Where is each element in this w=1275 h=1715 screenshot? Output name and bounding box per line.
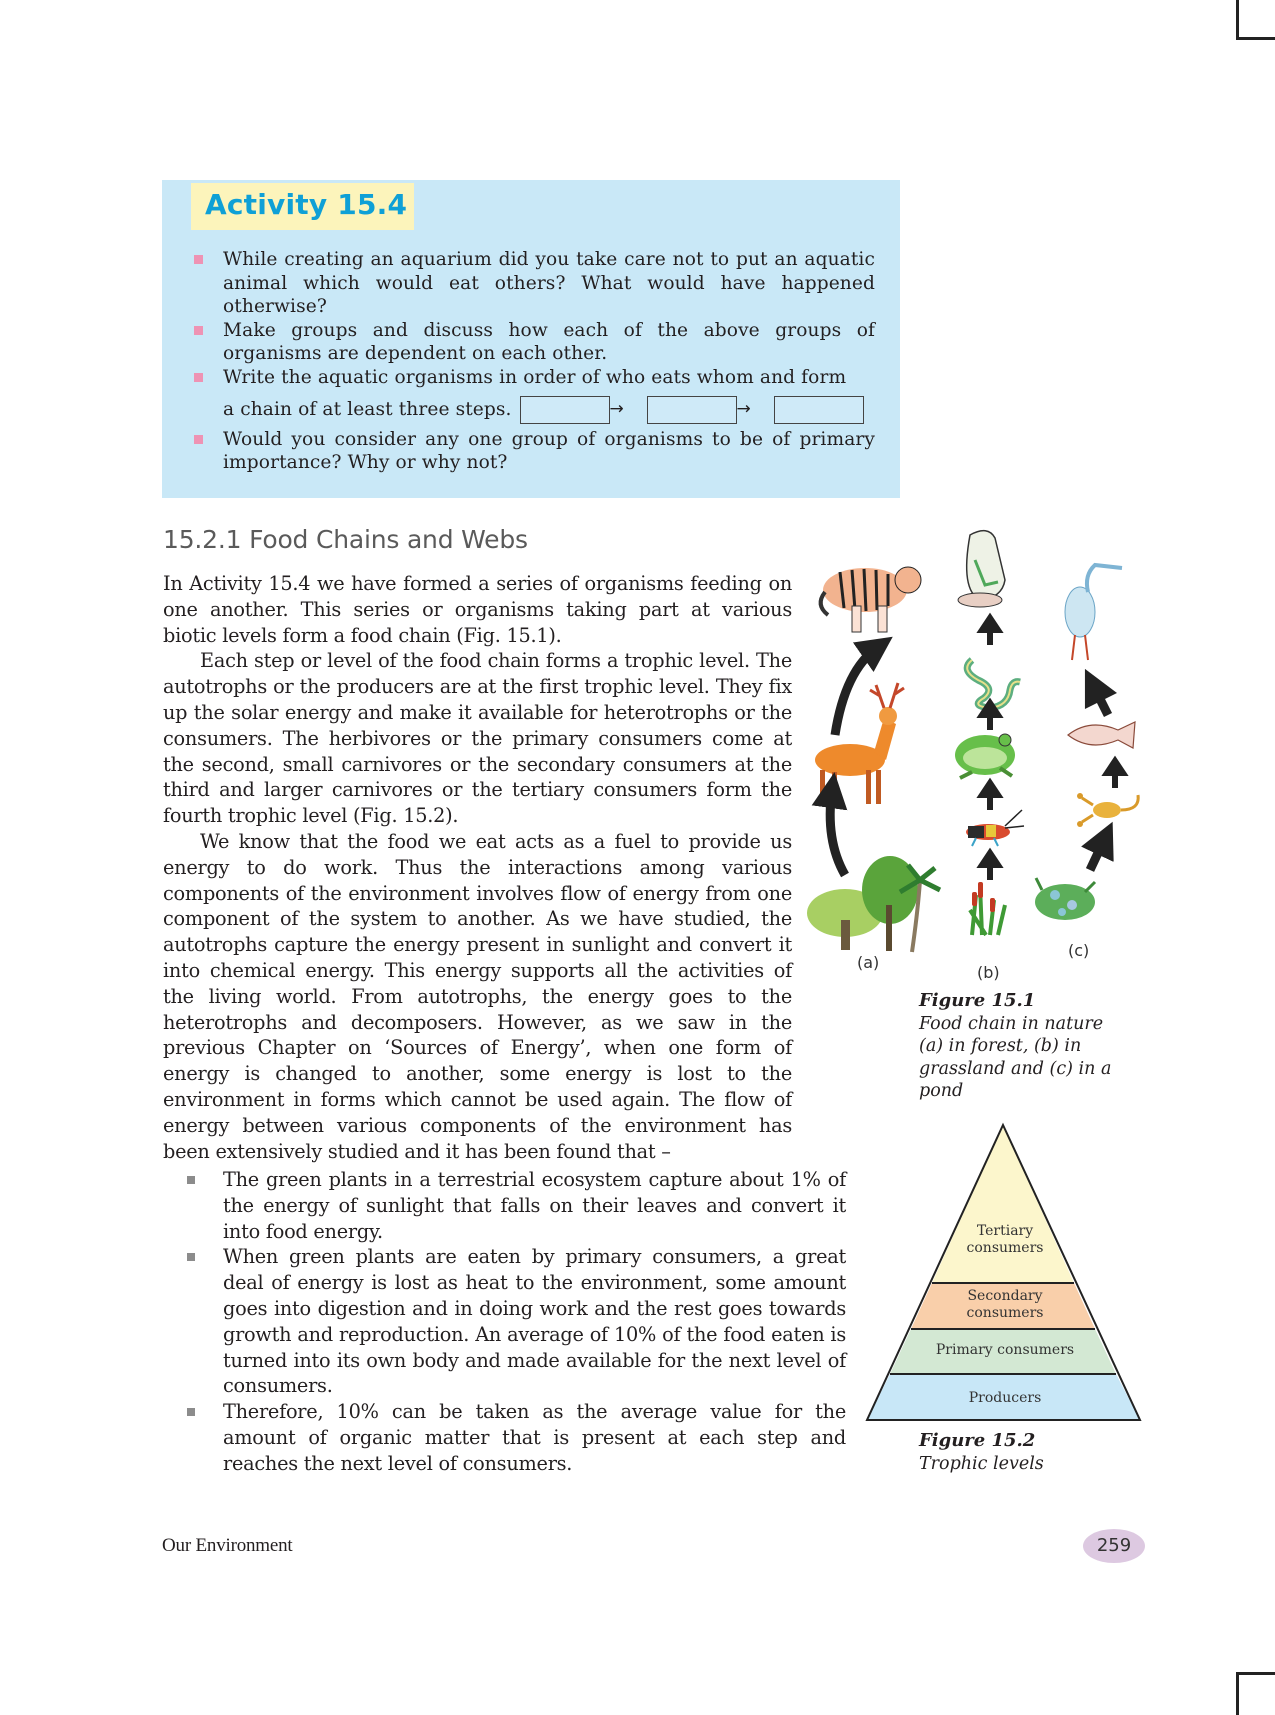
chain-label-b: (b) <box>977 963 1000 982</box>
square-bullet-icon <box>194 435 203 444</box>
grass-icon <box>970 882 1005 935</box>
square-bullet-icon <box>194 326 203 335</box>
activity-item: While creating an aquarium did you take care not to put an aquatic animal which would eat others? What would have happened otherwise? <box>190 248 875 319</box>
figure-15-1-caption <box>919 990 1119 1103</box>
up-arrow-icon <box>982 703 998 730</box>
square-bullet-icon <box>187 1176 195 1184</box>
food-chain-blanks <box>223 396 875 424</box>
deer-icon <box>815 683 904 804</box>
square-bullet-icon <box>194 373 203 382</box>
up-arrow-icon <box>982 853 998 880</box>
square-bullet-icon <box>187 1253 195 1261</box>
right-arrow-icon: → <box>736 399 751 419</box>
frog-icon <box>955 734 1015 778</box>
chain-label-a: (a) <box>857 953 880 972</box>
scorpion-icon <box>1077 793 1138 827</box>
section-heading: 15.2.1 Food Chains and Webs <box>163 525 528 554</box>
facts-list <box>184 1167 846 1477</box>
chain-blank-3[interactable] <box>774 396 864 424</box>
eagle-icon <box>958 531 1005 607</box>
activity-title: Activity 15.4 <box>191 183 414 230</box>
square-bullet-icon <box>187 1408 195 1416</box>
aquatic-plant-icon <box>1035 878 1095 920</box>
activity-item: Write the aquatic organisms in order of who eats whom and form a chain of at least three steps. → → <box>190 366 875 424</box>
right-arrow-icon: → <box>609 399 624 419</box>
activity-box <box>162 180 900 498</box>
tertiary-level <box>932 1125 1074 1283</box>
square-bullet-icon <box>194 255 203 264</box>
level-label-producers: Producers <box>968 1390 1042 1406</box>
figure-15-2-caption <box>919 1430 1119 1475</box>
tiger-icon <box>821 567 921 632</box>
fact-item: When green plants are eaten by primary consumers, a great deal of energy is lost as heat to the environment, some amount goes into digestion and in doing work and the rest goes towards growth and reproduction. An average of 10% of the food eaten is turned into its own body and made available for the next level of consumers. <box>184 1244 846 1399</box>
level-label-primary: Primary consumers <box>935 1342 1075 1358</box>
figure-food-chains <box>800 520 1150 1000</box>
snake-icon <box>967 660 1020 708</box>
footer-chapter-title: Our Environment <box>162 1535 293 1556</box>
activity-item: Would you consider any one group of organisms to be of primary importance? Why or why not? <box>190 428 875 475</box>
activity-item: Make groups and discuss how each of the above groups of organisms are dependent on each other. <box>190 319 875 366</box>
fact-item: The green plants in a terrestrial ecosystem capture about 1% of the energy of sunlight that falls on their leaves and convert it into food energy. <box>184 1167 846 1244</box>
trees-icon <box>807 856 940 952</box>
paragraph: Each step or level of the food chain forms a trophic level. The autotrophs or the producers are at the first trophic level. They fix up the solar energy and make it available for heterotrophs or the consumers. The herbivores or the primary consumers come at the second, small carnivores or the secondary consumers at the third and larger carnivores or the tertiary consumers form the fourth trophic level (Fig. 15.2). <box>163 649 792 828</box>
up-arrow-icon <box>982 618 998 645</box>
crop-mark-bottom-right <box>1236 1672 1275 1715</box>
up-arrow-icon <box>982 783 998 810</box>
body-text <box>163 571 792 1164</box>
chain-blank-2[interactable] <box>647 396 737 424</box>
paragraph: We know that the food we eat acts as a fuel to provide us energy to do work. Thus the interactions among various components of the environment involves flow of energy from one component of the system to another. As we have studied, the autotrophs capture the energy present in sunlight and convert it into chemical energy. This energy supports all the activities of the living world. From autotrophs, the energy goes to the heterotrophs and decomposers. However, as we saw in the previous Chapter on ‘Sources of Energy’, when one form of energy is changed to another, some energy is lost to the environment in forms which cannot be used again. The flow of energy between various components of the environment has been extensively studied and it has been found that – <box>163 829 792 1163</box>
caption-title: Figure 15.1 <box>919 990 1036 1011</box>
fact-item: Therefore, 10% can be taken as the average value for the amount of organic matter that is present at each step and reaches the next level of consumers. <box>184 1399 846 1476</box>
page-number-badge: 259 <box>1083 1529 1145 1563</box>
figure-trophic-pyramid <box>860 1120 1150 1425</box>
heron-icon <box>1065 565 1122 660</box>
paragraph: In Activity 15.4 we have formed a series of organisms feeding on one another. This series or organisms taking part at various biotic levels form a food chain (Fig. 15.1). <box>163 572 792 647</box>
caption-title: Figure 15.2 <box>919 1430 1036 1451</box>
level-label-secondary: Secondary consumers <box>966 1288 1044 1321</box>
chain-label-c: (c) <box>1068 941 1090 960</box>
activity-list <box>190 248 875 475</box>
chain-prompt: a chain of at least three steps. <box>223 399 512 420</box>
grasshopper-icon <box>966 810 1024 846</box>
fish-icon <box>1068 722 1135 748</box>
caption-text: Food chain in nature (a) in forest, (b) in grassland and (c) in a pond <box>919 1013 1112 1101</box>
chain-blank-1[interactable] <box>520 396 610 424</box>
level-label-tertiary: Tertiary consumers <box>966 1223 1044 1256</box>
caption-text: Trophic levels <box>919 1453 1044 1474</box>
up-arrow-icon <box>1107 761 1123 788</box>
crop-mark-top-right <box>1236 0 1275 40</box>
